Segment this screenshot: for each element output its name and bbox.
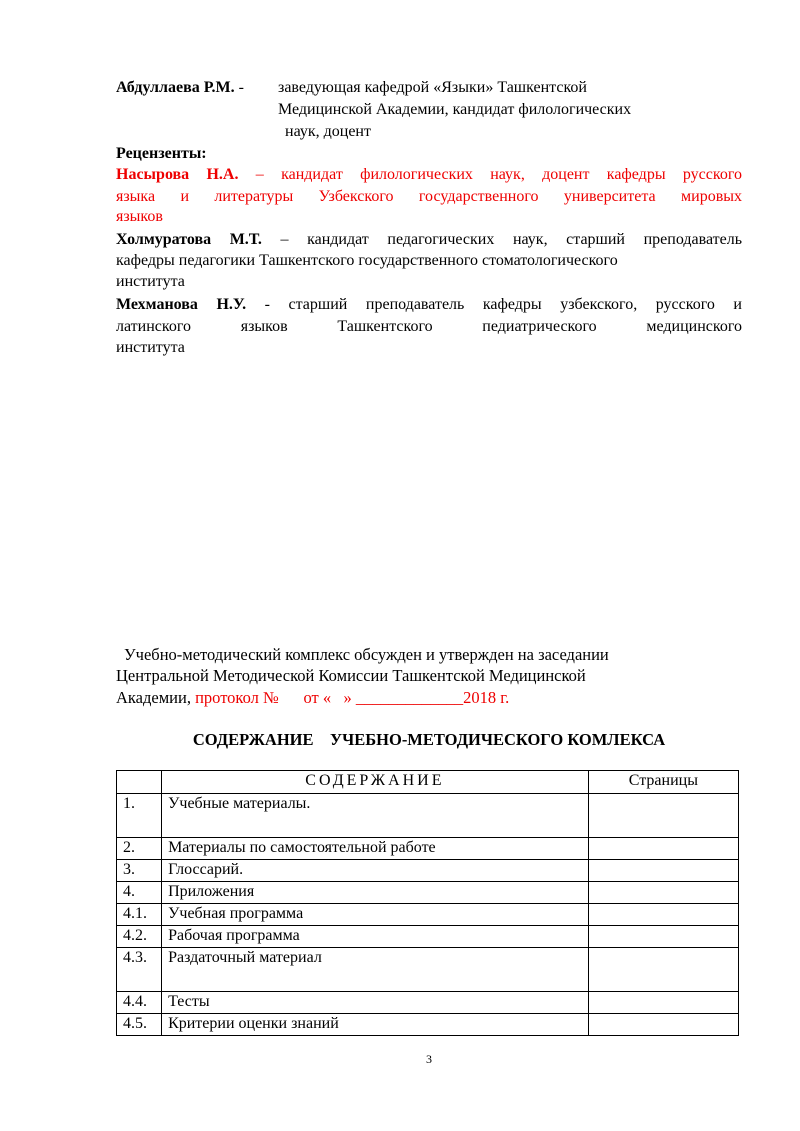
approval-line-2: Центральной Методической Комиссии Ташкентской Медицинской: [116, 666, 586, 685]
reviewer-1-line-2: языка и литературы Узбекского государственного университета мировых: [116, 188, 742, 205]
toc-row-page: [588, 794, 738, 838]
toc-header-num: [117, 771, 162, 794]
table-row: [117, 1014, 739, 1036]
reviewer-3-line-2: латинского языков Ташкентского педиатрического медицинского: [116, 318, 742, 335]
toc-row-page: [588, 860, 738, 882]
author-desc-line-2: Медицинской Академии, кандидат филологических: [278, 101, 632, 118]
toc-row-num: 2.: [117, 838, 162, 860]
approval-line-1: Учебно-методический комплекс обсужден и утвержден на заседании: [124, 645, 609, 664]
toc-row-page: [588, 904, 738, 926]
toc-row-num: 4.: [117, 882, 162, 904]
table-row: [117, 882, 739, 904]
reviewers-heading: Рецензенты:: [116, 145, 207, 162]
reviewer-1-line-1: [116, 164, 742, 185]
approval-protocol: протокол № от « » _____________2018 г.: [195, 688, 510, 707]
approval-academy: Академии,: [116, 688, 196, 707]
reviewer-2-name: Холмуратова М.Т.: [116, 231, 262, 248]
page-number: 3: [426, 1052, 432, 1066]
toc-row-num: 4.1.: [117, 904, 162, 926]
toc-row-num: 4.4.: [117, 992, 162, 1014]
toc-row-page: [588, 838, 738, 860]
reviewer-1-desc-1: – кандидат филологических наук, доцент кафедры русского: [238, 166, 742, 183]
toc-row-page: [588, 948, 738, 992]
reviewer-1-name: Насырова Н.А.: [116, 166, 239, 183]
reviewer-2-desc-1: – кандидат педагогических наук, старший преподаватель: [261, 231, 742, 248]
author-desc-line-1: заведующая кафедрой «Языки» Ташкентской: [278, 79, 587, 96]
reviewer-2-line-3: института: [116, 273, 185, 290]
table-row: [117, 860, 739, 882]
toc-row-title: Материалы по самостоятельной работе: [162, 838, 589, 860]
reviewer-1-line-3: языков: [116, 208, 163, 225]
toc-row-page: [588, 882, 738, 904]
author-desc-line-3: наук, доцент: [285, 123, 371, 140]
toc-row-num: 4.2.: [117, 926, 162, 948]
reviewer-2-line-2: кафедры педагогики Ташкентского государственного стоматологического: [116, 252, 618, 269]
author-line-1: [116, 78, 248, 98]
author-separator: -: [234, 79, 248, 96]
author-name: Абдуллаева Р.М.: [116, 79, 235, 96]
toc-row-title: Рабочая программа: [162, 926, 589, 948]
toc-row-title: Учебная программа: [162, 904, 589, 926]
toc-header-content: СОДЕРЖАНИЕ: [162, 771, 589, 794]
toc-row-page: [588, 1014, 738, 1036]
reviewer-3-desc-1: - старший преподаватель кафедры узбекского, русского и: [246, 296, 742, 313]
reviewer-2-line-1: [116, 229, 742, 250]
reviewer-3-name: Мехманова Н.У.: [116, 296, 247, 313]
reviewer-3-line-1: [116, 294, 742, 315]
toc-row-title: Критерии оценки знаний: [162, 1014, 589, 1036]
table-row: [117, 904, 739, 926]
table-row: [117, 926, 739, 948]
approval-line-3: [116, 688, 509, 708]
toc-row-title: Глоссарий.: [162, 860, 589, 882]
toc-row-title: Тесты: [162, 992, 589, 1014]
toc-row-page: [588, 926, 738, 948]
toc-row-title: Учебные материалы.: [162, 794, 589, 838]
reviewer-3-line-3: института: [116, 339, 185, 356]
toc-row-num: 4.5.: [117, 1014, 162, 1036]
toc-row-title: Раздаточный материал: [162, 948, 589, 992]
table-row: [117, 992, 739, 1014]
toc-row-title: Приложения: [162, 882, 589, 904]
table-row: [117, 838, 739, 860]
table-row: [117, 794, 739, 838]
toc-header-pages: Страницы: [588, 771, 738, 794]
toc-row-num: 4.3.: [117, 948, 162, 992]
toc-row-num: 1.: [117, 794, 162, 838]
toc-title: СОДЕРЖАНИЕ УЧЕБНО-МЕТОДИЧЕСКОГО КОМЛЕКСА: [192, 730, 666, 749]
toc-row-num: 3.: [117, 860, 162, 882]
toc-row-page: [588, 992, 738, 1014]
toc-table: [116, 770, 739, 1036]
toc-header-row: [117, 771, 739, 794]
table-row: [117, 948, 739, 992]
